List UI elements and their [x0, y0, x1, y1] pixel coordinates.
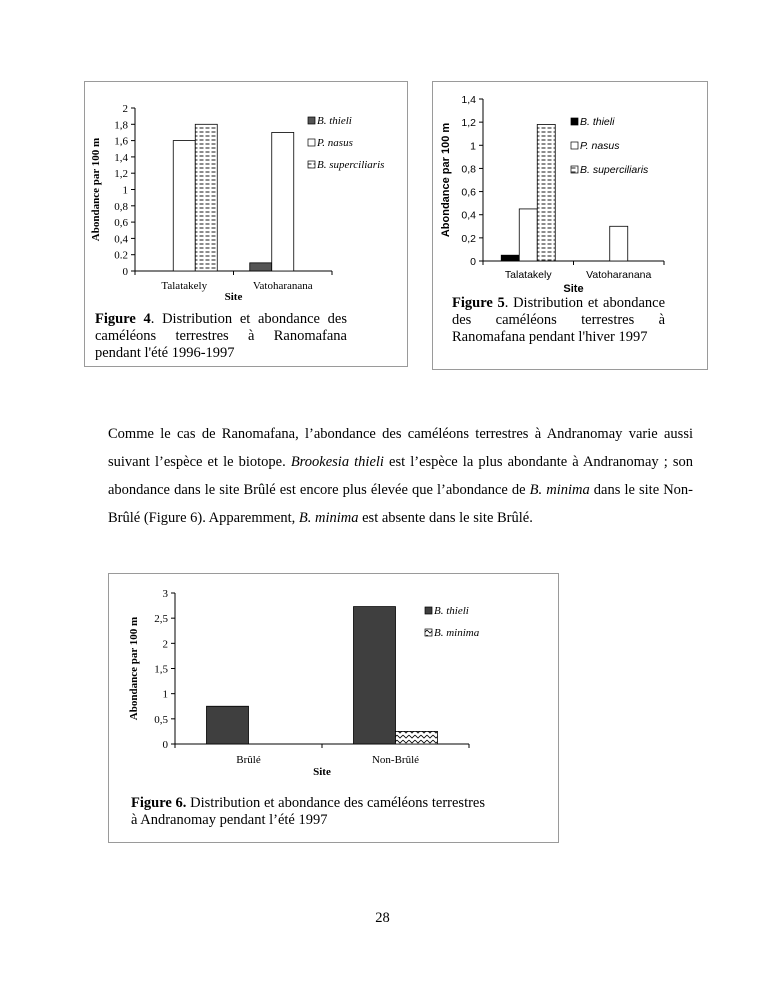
fig6-y-tick-label: 1	[162, 688, 168, 701]
fig6-y-tick-label: 0,5	[154, 713, 168, 726]
fig6-y-axis-title: Abondance par 100 m	[128, 616, 140, 721]
fig4-y-tick-label: 2	[122, 103, 128, 115]
fig5-y-tick-label: 0	[470, 256, 476, 268]
paragraph-text-1: Comme le cas de Ranomafana, l’abondance des caméléons terrestres à Andranomay varie aussi suivant l’espèce et le biotope.	[108, 426, 693, 470]
fig5-legend-label: B. superciliaris	[580, 164, 649, 176]
figure-4-chart	[85, 82, 407, 307]
fig6-legend-swatch	[425, 607, 432, 614]
fig6-y-tick-label: 1,5	[154, 663, 168, 676]
figure-4	[84, 81, 408, 367]
fig4-y-axis-title: Abondance par 100 m	[90, 137, 102, 242]
paragraph-text-4: est absente dans le site Brûlé.	[358, 510, 533, 526]
fig5-y-tick-label: 0,4	[461, 209, 476, 222]
fig5-category-label: Vatoharanana	[586, 269, 652, 281]
fig4-legend-swatch	[308, 161, 315, 168]
fig4-y-tick-label: 0	[122, 266, 128, 278]
fig6-bar	[396, 731, 438, 744]
fig4-legend-swatch	[308, 117, 315, 124]
paragraph-species-2: B. minima	[529, 482, 590, 498]
page-number: 28	[375, 910, 390, 926]
figure-5-caption-text: . Distribution et abondance des caméléons terrestres à Ranomafana pendant l'hiver 1997	[452, 295, 666, 345]
fig5-y-tick-label: 1	[470, 140, 476, 153]
fig5-y-tick-label: 1,4	[461, 94, 476, 106]
fig5-y-tick-label: 1,2	[461, 117, 476, 130]
fig5-y-tick-label: 0,6	[461, 186, 476, 199]
fig5-category-label: Talatakely	[504, 269, 552, 281]
fig5-x-axis-title: Site	[563, 283, 584, 294]
fig5-bar	[537, 124, 555, 261]
fig6-category-label: Non-Brûlé	[371, 754, 420, 766]
fig5-legend-label: B. thieli	[580, 116, 615, 128]
fig4-y-tick-label: 0.2	[114, 249, 128, 262]
fig6-y-tick-label: 2,5	[154, 613, 168, 626]
fig4-bar	[195, 124, 217, 271]
fig4-y-tick-label: 1,4	[114, 151, 128, 164]
fig5-legend-swatch	[571, 118, 578, 125]
fig4-bar	[250, 263, 272, 271]
fig4-y-tick-label: 0,6	[114, 217, 128, 230]
paragraph-text-3: dans le site Non-Brûlé (Figure 6). Apparemment,	[108, 482, 694, 526]
figure-5-caption-label: Figure 5	[452, 295, 505, 311]
fig5-y-tick-label: 0,2	[461, 232, 476, 245]
fig4-y-tick-label: 1,6	[114, 135, 128, 148]
fig6-y-tick-label: 0	[162, 739, 168, 751]
body-paragraph	[108, 420, 693, 532]
fig6-bar	[354, 607, 396, 744]
fig4-y-tick-label: 1,8	[114, 119, 128, 132]
figure-6	[108, 573, 559, 843]
fig6-legend-swatch	[425, 629, 432, 636]
figure-5-chart	[433, 82, 707, 294]
figure-5-caption	[452, 295, 665, 346]
fig4-bar	[173, 141, 195, 271]
fig4-x-axis-title: Site	[224, 291, 243, 303]
paragraph-species-3: B. minima	[298, 510, 359, 526]
fig5-legend-swatch	[571, 142, 578, 149]
fig6-category-label: Brûlé	[236, 754, 261, 766]
fig4-bar	[272, 132, 294, 271]
fig4-y-tick-label: 0,4	[114, 233, 128, 246]
fig6-y-tick-label: 2	[162, 638, 168, 651]
fig5-legend-swatch	[571, 166, 578, 173]
fig4-legend-label: P. nasus	[317, 137, 353, 149]
figure-4-caption	[95, 311, 347, 362]
fig5-bar	[519, 209, 537, 261]
figure-6-caption-text: Distribution et abondance des caméléons terrestres à Andranomay pendant l’été 1997	[131, 795, 486, 828]
fig4-category-label: Vatoharanana	[252, 280, 313, 292]
fig6-bar	[207, 706, 249, 744]
fig5-legend-label: P. nasus	[580, 140, 620, 152]
fig5-bar	[610, 226, 628, 261]
figure-5	[432, 81, 708, 370]
fig4-category-label: Talatakely	[161, 280, 208, 292]
fig5-y-tick-label: 0,8	[461, 163, 476, 176]
fig4-legend-label: B. superciliaris	[317, 159, 385, 171]
fig5-bar	[501, 255, 519, 261]
figure-6-caption	[131, 795, 485, 829]
fig6-legend-label: B. thieli	[434, 605, 469, 617]
figure-6-caption-label: Figure 6.	[131, 795, 187, 811]
fig6-x-axis-title: Site	[313, 766, 331, 778]
figure-6-chart	[109, 574, 558, 786]
fig4-y-tick-label: 1	[122, 184, 128, 197]
paragraph-species-1: Brookesia thieli	[290, 454, 384, 470]
figure-4-caption-text: . Distribution et abondance des caméléons terrestres à Ranomafana pendant l'été 1996-1997	[95, 311, 347, 361]
fig4-legend-label: B. thieli	[317, 115, 352, 127]
fig6-legend-label: B. minima	[434, 627, 480, 639]
fig4-y-tick-label: 1,2	[114, 168, 128, 181]
fig4-legend-swatch	[308, 139, 315, 146]
fig5-y-axis-title: Abondance par 100 m	[440, 122, 452, 238]
fig4-y-tick-label: 0,8	[114, 200, 128, 213]
paragraph-text-2: est l’espèce la plus abondante à Andranomay ; son abondance dans le site Brûlé est encore plus élevée que l’abondance de	[108, 454, 693, 498]
fig6-y-tick-label: 3	[162, 588, 168, 600]
figure-4-caption-label: Figure 4	[95, 311, 151, 327]
